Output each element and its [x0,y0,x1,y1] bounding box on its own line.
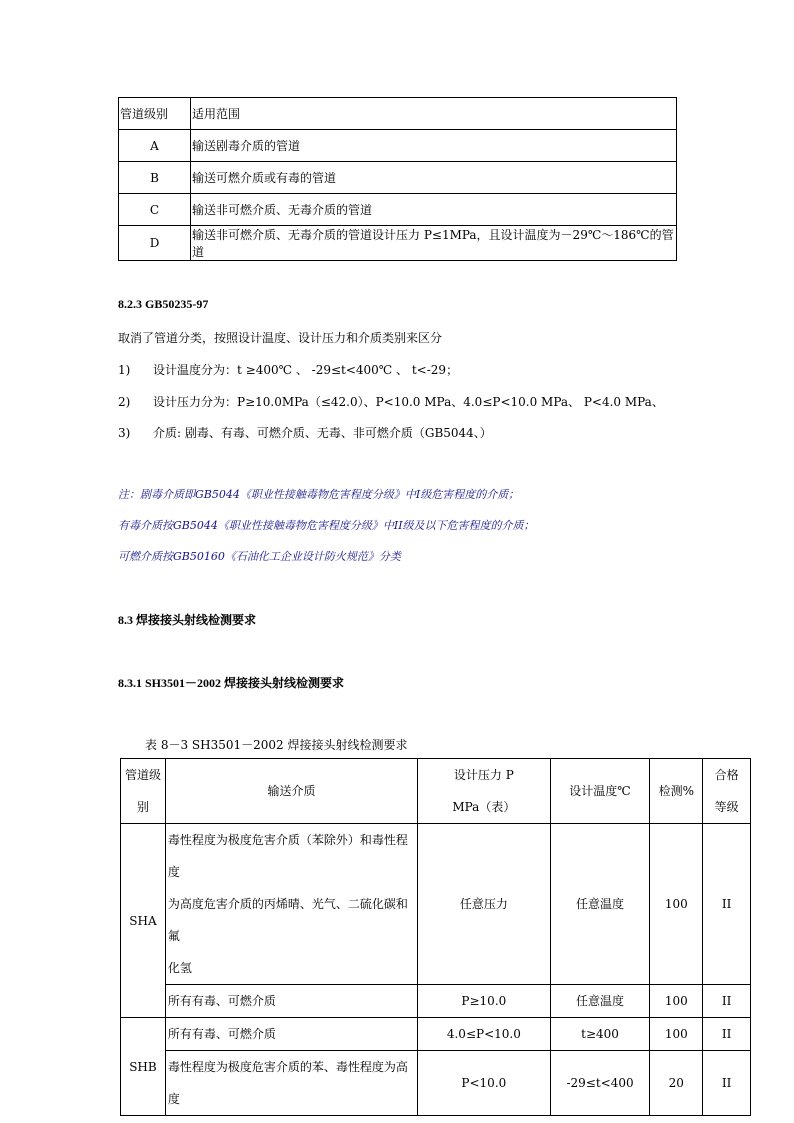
table-row [121,1018,751,1051]
pressure-cell: P<10.0 [418,1051,551,1116]
table-row [119,194,677,226]
table-caption: 表 8－3 SH3501－2002 焊接接头射线检测要求 [145,738,408,752]
section-heading-831: 8.3.1 SH3501－2002 焊接接头射线检测要求 [118,676,345,690]
header-pressure-line2: MPa（表） [452,800,516,814]
list-text: 介质: 剧毒、有毒、可燃介质、无毒、非可燃介质（GB5044、） [153,426,492,440]
grade-cell: II [703,1018,751,1051]
note-line: 有毒介质按GB5044《职业性接触毒物危害程度分级》中II级及以下危害程度的介质； [118,519,535,532]
scope-cell: 输送非可燃介质、无毒介质的管道 [191,194,677,226]
list-number: 3) [118,426,131,440]
header-grade-line2: 等级 [714,800,739,814]
medium-cell [165,1018,417,1051]
inspection-cell: 100 [650,824,703,985]
table-row [121,824,751,985]
pressure-cell: P≥10.0 [418,985,551,1018]
inspection-cell: 100 [650,985,703,1018]
medium-line: 为高度危害介质的丙烯晴、光气、二硫化碳和氟 [167,897,408,943]
class-cell: C [119,194,191,226]
class-cell: D [119,226,191,261]
table-header-row [121,759,751,824]
inspection-cell: 100 [650,1018,703,1051]
temperature-cell: 任意温度 [550,985,650,1018]
medium-line: 毒性程度为极度危害介质（苯除外）和毒性程度 [167,833,408,879]
list-text: 设计温度分为：t ≥400℃ 、 -29≤t<400℃ 、 t<-29； [153,363,459,377]
section-heading-83: 8.3 焊接接头射线检测要求 [118,613,257,627]
grade-cell: II [703,1051,751,1116]
medium-cell [165,824,417,985]
radiography-table [120,758,751,1116]
grade-cell: II [703,824,751,985]
scope-cell: 输送非可燃介质、无毒介质的管道设计压力 P≤1MPa，且设计温度为－29℃～186℃的管道 [191,226,677,261]
table-row [121,1051,751,1116]
inspection-cell: 20 [650,1051,703,1116]
header-inspection: 检测% [650,759,703,824]
header-pressure-line1: 设计压力 P [453,768,514,782]
level-cell: SHA [121,824,166,1018]
table-row [119,226,677,261]
table-row [119,130,677,162]
temperature-cell: -29≤t<400 [550,1051,650,1116]
table-header-row [119,98,677,130]
header-grade [703,759,751,824]
medium-cell [165,985,417,1018]
list-item [118,424,492,441]
medium-line: 化氢 [167,961,192,975]
list-number: 1) [118,363,131,377]
medium-cell [165,1051,417,1116]
list-item [118,393,664,410]
scope-cell: 输送剧毒介质的管道 [191,130,677,162]
pressure-cell: 任意压力 [418,824,551,985]
temperature-cell: t≥400 [550,1018,650,1051]
list-number: 2) [118,395,131,409]
table-row [121,985,751,1018]
header-cell: 管道级别 [119,98,191,130]
header-level [121,759,166,824]
header-level-line1: 管道级 [124,768,161,782]
medium-line: 毒性程度为极度危害介质的苯、毒性程度为高度 [167,1060,408,1106]
grade-cell: II [703,985,751,1018]
medium-line: 所有有毒、可燃介质 [167,1027,276,1041]
section-intro: 取消了管道分类，按照设计温度、设计压力和介质类别来区分 [118,331,443,345]
header-pressure [418,759,551,824]
header-cell: 适用范围 [191,98,677,130]
header-medium: 输送介质 [165,759,417,824]
level-cell: SHB [121,1018,166,1116]
note-line: 可燃介质按GB50160《石油化工企业设计防火规范》分类 [118,550,401,563]
table-row [119,162,677,194]
list-item [118,361,458,378]
list-text: 设计压力分为：P≥10.0MPa（≤42.0）、P<10.0 MPa、4.0≤P<10.0 MPa、 P<4.0 MPa、 [153,395,664,409]
pressure-cell: 4.0≤P<10.0 [418,1018,551,1051]
header-grade-line1: 合格 [714,768,739,782]
temperature-cell: 任意温度 [550,824,650,985]
class-cell: A [119,130,191,162]
pipe-class-table [118,97,677,261]
header-level-line2: 别 [136,800,149,814]
medium-line: 所有有毒、可燃介质 [167,994,276,1008]
note-line: 注：剧毒介质即GB5044《职业性接触毒物危害程度分级》中I级危害程度的介质； [118,488,520,501]
scope-cell: 输送可燃介质或有毒的管道 [191,162,677,194]
class-cell: B [119,162,191,194]
section-heading-823: 8.2.3 GB50235-97 [118,297,209,311]
header-temperature: 设计温度℃ [550,759,650,824]
